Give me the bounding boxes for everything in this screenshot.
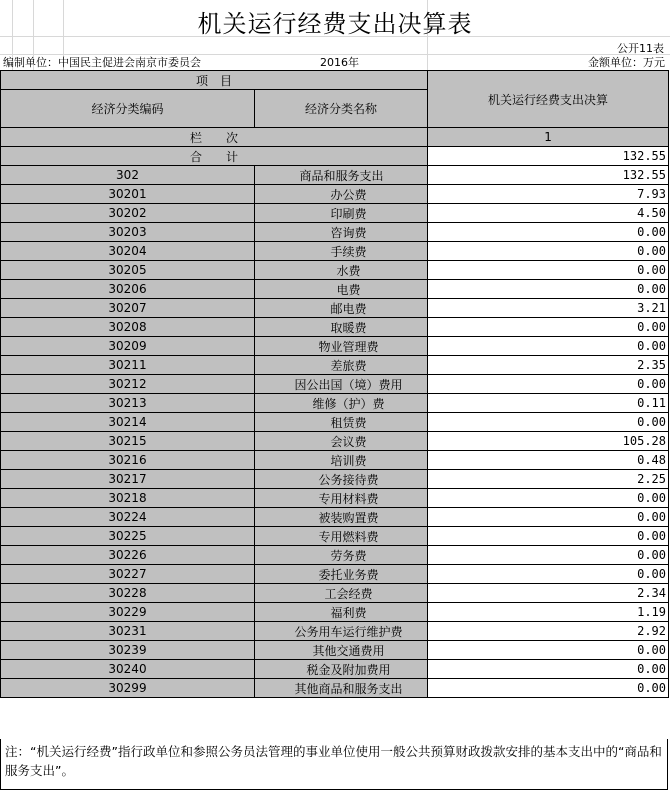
row-code: 30209 [1, 337, 255, 356]
table-row [1, 261, 669, 280]
row-name: 咨询费 [255, 223, 428, 242]
row-code: 30214 [1, 413, 255, 432]
row-name: 取暖费 [255, 318, 428, 337]
table-row [1, 223, 669, 242]
table-row [1, 508, 669, 527]
row-code: 30224 [1, 508, 255, 527]
table-row [1, 432, 669, 451]
row-code: 30213 [1, 394, 255, 413]
year: 2016年 [320, 56, 359, 69]
row-name: 培训费 [255, 451, 428, 470]
row-code: 30217 [1, 470, 255, 489]
table-row [1, 337, 669, 356]
row-code: 30218 [1, 489, 255, 508]
row-code: 30202 [1, 204, 255, 223]
row-code: 30208 [1, 318, 255, 337]
column-label: 栏 次 [1, 128, 428, 147]
row-value: 0.00 [428, 318, 669, 337]
row-value: 0.11 [428, 394, 669, 413]
gridline [0, 54, 670, 55]
row-name: 维修（护）费 [255, 394, 428, 413]
total-row [1, 147, 669, 166]
row-name: 租赁费 [255, 413, 428, 432]
total-label: 合 计 [1, 147, 428, 166]
row-value: 1.19 [428, 603, 669, 622]
amount-unit: 金额单位：万元 [588, 56, 665, 69]
row-name: 邮电费 [255, 299, 428, 318]
row-name: 手续费 [255, 242, 428, 261]
header-value: 机关运行经费支出决算 [428, 71, 669, 128]
row-value: 3.21 [428, 299, 669, 318]
row-value: 0.00 [428, 565, 669, 584]
row-value: 0.00 [428, 660, 669, 679]
row-code: 30212 [1, 375, 255, 394]
category-code: 302 [1, 166, 255, 185]
row-name: 其他交通费用 [255, 641, 428, 660]
row-name: 税金及附加费用 [255, 660, 428, 679]
row-code: 30207 [1, 299, 255, 318]
row-name: 福利费 [255, 603, 428, 622]
row-code: 30205 [1, 261, 255, 280]
row-value: 2.34 [428, 584, 669, 603]
row-value: 0.00 [428, 413, 669, 432]
row-code: 30229 [1, 603, 255, 622]
row-name: 专用材料费 [255, 489, 428, 508]
row-value: 2.92 [428, 622, 669, 641]
row-name: 公务接待费 [255, 470, 428, 489]
column-number: 1 [428, 128, 669, 147]
row-code: 30203 [1, 223, 255, 242]
table-row [1, 204, 669, 223]
row-value: 0.00 [428, 527, 669, 546]
row-value: 0.00 [428, 223, 669, 242]
table-row [1, 641, 669, 660]
row-code: 30228 [1, 584, 255, 603]
table-row [1, 185, 669, 204]
row-value: 0.00 [428, 280, 669, 299]
column-index-row [1, 128, 669, 147]
compiling-unit: 编制单位：中国民主促进会南京市委员会 [3, 56, 201, 69]
table-number: 公开11表 [617, 42, 664, 55]
table-row [1, 242, 669, 261]
table-row [1, 451, 669, 470]
row-value: 0.48 [428, 451, 669, 470]
row-value: 4.50 [428, 204, 669, 223]
total-value: 132.55 [428, 147, 669, 166]
row-value: 2.25 [428, 470, 669, 489]
row-value: 0.00 [428, 337, 669, 356]
row-value: 0.00 [428, 261, 669, 280]
row-code: 30226 [1, 546, 255, 565]
row-value: 0.00 [428, 679, 669, 698]
table-row [1, 622, 669, 641]
row-name: 水费 [255, 261, 428, 280]
table-row [1, 565, 669, 584]
row-name: 会议费 [255, 432, 428, 451]
row-code: 30227 [1, 565, 255, 584]
row-name: 被装购置费 [255, 508, 428, 527]
category-row [1, 166, 669, 185]
row-name: 其他商品和服务支出 [255, 679, 428, 698]
row-name: 差旅费 [255, 356, 428, 375]
row-code: 30240 [1, 660, 255, 679]
row-value: 0.00 [428, 546, 669, 565]
row-code: 30215 [1, 432, 255, 451]
row-name: 因公出国（境）费用 [255, 375, 428, 394]
header-row [1, 71, 669, 90]
footnote: 注：“机关运行经费”指行政单位和参照公务员法管理的事业单位使用一般公共预算财政拨款安排的基本支出中的“商品和服务支出”。 [0, 739, 668, 790]
table-row [1, 546, 669, 565]
table-row [1, 318, 669, 337]
header-name: 经济分类名称 [255, 90, 428, 128]
table-row [1, 280, 669, 299]
row-code: 30216 [1, 451, 255, 470]
row-code: 30211 [1, 356, 255, 375]
row-value: 2.35 [428, 356, 669, 375]
row-name: 办公费 [255, 185, 428, 204]
row-value: 0.00 [428, 508, 669, 527]
row-code: 30231 [1, 622, 255, 641]
row-name: 委托业务费 [255, 565, 428, 584]
row-value: 105.28 [428, 432, 669, 451]
table-row [1, 584, 669, 603]
table-row [1, 299, 669, 318]
row-code: 30239 [1, 641, 255, 660]
row-code: 30225 [1, 527, 255, 546]
row-value: 0.00 [428, 375, 669, 394]
row-code: 30201 [1, 185, 255, 204]
row-code: 30299 [1, 679, 255, 698]
row-name: 专用燃料费 [255, 527, 428, 546]
table-row [1, 413, 669, 432]
category-value: 132.55 [428, 166, 669, 185]
row-name: 公务用车运行维护费 [255, 622, 428, 641]
row-name: 劳务费 [255, 546, 428, 565]
row-code: 30204 [1, 242, 255, 261]
table-row [1, 394, 669, 413]
row-value: 0.00 [428, 489, 669, 508]
table-row [1, 356, 669, 375]
category-name: 商品和服务支出 [255, 166, 428, 185]
expense-table [0, 70, 669, 698]
table-row [1, 679, 669, 698]
row-name: 物业管理费 [255, 337, 428, 356]
header-code: 经济分类编码 [1, 90, 255, 128]
row-code: 30206 [1, 280, 255, 299]
row-value: 7.93 [428, 185, 669, 204]
table-row [1, 527, 669, 546]
row-name: 印刷费 [255, 204, 428, 223]
table-row [1, 375, 669, 394]
row-name: 电费 [255, 280, 428, 299]
row-value: 0.00 [428, 641, 669, 660]
page-title: 机关运行经费支出决算表 [197, 10, 473, 38]
table-row [1, 489, 669, 508]
table-row [1, 603, 669, 622]
table-row [1, 660, 669, 679]
header-item: 项 目 [1, 71, 428, 90]
table-row [1, 470, 669, 489]
row-name: 工会经费 [255, 584, 428, 603]
row-value: 0.00 [428, 242, 669, 261]
